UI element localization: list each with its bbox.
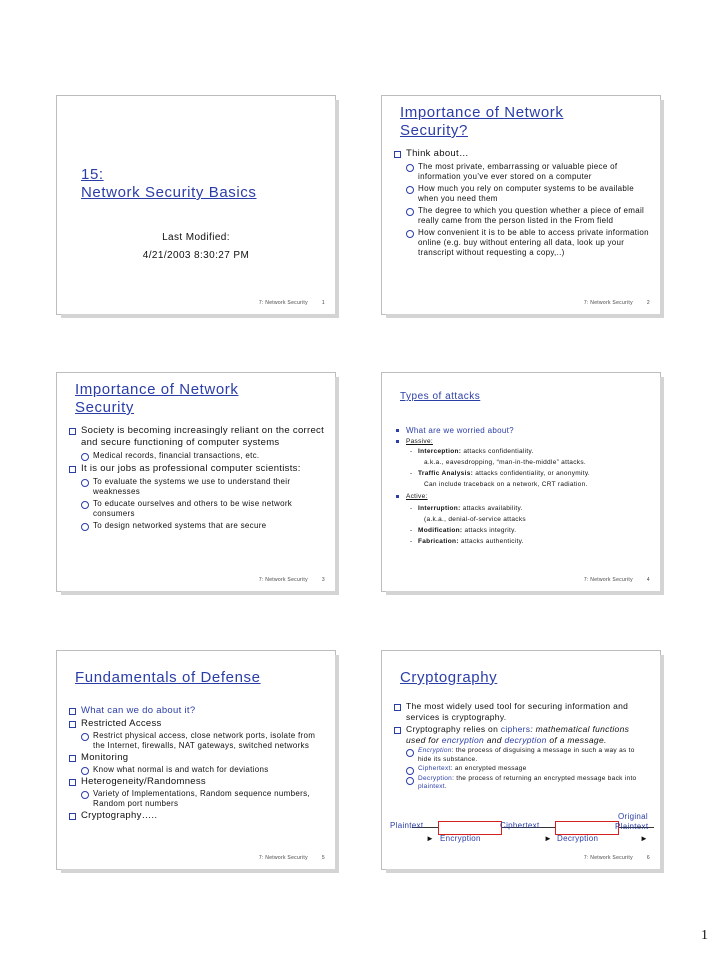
slide-4-title: Types of attacks (400, 391, 481, 402)
footer-text: 7: Network Security (258, 300, 308, 306)
page-number: 1 (701, 928, 708, 943)
relies-c: of a message. (549, 735, 607, 745)
sub-bullet: Decryption: the process of returning an encrypted message back into plaintext. (394, 775, 650, 792)
encryption-label: Encryption (418, 747, 452, 754)
modification-text: attacks integrity. (464, 527, 517, 534)
sub-bullet: To design networked systems that are secure (69, 521, 325, 531)
output-arrow-icon: ► (640, 834, 648, 843)
footer-text: 7: Network Security (583, 855, 633, 861)
interruption-text: attacks availability. (462, 505, 523, 512)
ciphertext-label: Ciphertext (418, 765, 451, 772)
encryption-box (438, 821, 502, 835)
active-label: Active: (406, 493, 428, 500)
sub-bullet: Restrict physical access, close network ports, isolate from the Internet, firewalls, NAT gateways, switched networks (69, 731, 325, 751)
sub-bullet (396, 526, 650, 535)
diagram-decryption-label: Decryption (557, 834, 599, 843)
relies-a: Cryptography relies on (406, 724, 499, 734)
encryption-def: : the process of disguising a message in such a way as to hide its substance. (418, 747, 635, 763)
slide-3-title-line2: Security (75, 399, 134, 416)
slide-1-footer (259, 300, 325, 306)
passive-label: Passive: (406, 438, 433, 445)
decryption-def: : the process of returning an encrypted message back into (452, 774, 637, 782)
footer-text: 7: Network Security (258, 577, 308, 583)
sub-bullet (396, 469, 650, 478)
slide-5 (57, 651, 335, 869)
slide-number: 3 (321, 577, 325, 583)
bullet: What are we worried about? (396, 425, 650, 436)
slide-2-title-line1: Importance of Network (400, 104, 564, 121)
slide-6 (382, 651, 660, 869)
sub-bullet (394, 747, 650, 764)
slide-2 (382, 96, 660, 314)
sub-bullet (394, 765, 650, 774)
bullet (396, 436, 650, 447)
footer-text: 7: Network Security (258, 855, 308, 861)
slide-6-body (394, 701, 650, 792)
diagram-ciphertext-label: Ciphertext (500, 821, 540, 830)
slide-number: 4 (646, 577, 650, 583)
sub-bullet: The most private, embarrassing or valuable piece of information you’ve ever stored on a computer (394, 162, 650, 182)
decryption-label: Decryption (418, 774, 453, 782)
modification-label: Modification: (418, 527, 463, 534)
sub-bullet (396, 447, 650, 456)
bullet: Restricted Access (69, 718, 325, 730)
diagram-plaintext-label: Plaintext (390, 821, 424, 830)
decryption-arrow-icon: ► (544, 834, 552, 843)
sub-bullet: The degree to which you question whether a piece of email really came from the person listed in the From field (394, 206, 650, 226)
slide-2-title (400, 104, 650, 140)
slide-1-modified-date: 4/21/2003 8:30:27 PM (142, 250, 250, 261)
sub-bullet: Medical records, financial transactions, etc. (69, 451, 325, 461)
footer-text: 7: Network Security (583, 300, 633, 306)
interception-label: Interception: (418, 448, 462, 455)
footer-text: 7: Network Security (583, 577, 633, 583)
bullet: Cryptography….. (69, 810, 325, 822)
slide-1 (57, 96, 335, 314)
bullet: It is our jobs as professional computer scientists: (69, 463, 325, 475)
slide-5-title: Fundamentals of Defense (75, 669, 261, 686)
plaintext-term: plaintext (418, 783, 445, 790)
encryption-term: encryption (441, 735, 485, 745)
sub-bullet: Know what normal is and watch for deviations (69, 765, 325, 775)
bullet: What can we do about it? (69, 705, 325, 717)
slide-3 (57, 373, 335, 591)
slide-3-title-line1: Importance of Network (75, 381, 239, 398)
sub-bullet: How convenient it is to be able to access private information online (e.g. buy without entering all data, look up your transcript without requesting a copy,..) (394, 228, 650, 258)
crypto-diagram (382, 811, 660, 851)
note: a.k.a., eavesdropping, “man-in-the-middle” attacks. (424, 459, 586, 466)
slide-4 (382, 373, 660, 591)
encryption-arrow-icon: ► (426, 834, 434, 843)
slide-6-footer (584, 855, 650, 861)
traffic-label: Traffic Analysis: (418, 470, 474, 477)
fabrication-text: attacks authenticity. (460, 538, 524, 545)
slide-2-body (394, 148, 650, 258)
bullet: Think about… (394, 148, 650, 160)
fabrication-label: Fabrication: (418, 538, 459, 545)
slide-1-title-line1: 15: (81, 166, 104, 183)
slide-3-body (69, 425, 325, 531)
bullet: The most widely used tool for securing information and services is cryptography. (394, 701, 650, 723)
decryption-term: decryption (504, 735, 547, 745)
sub-bullet: Variety of Implementations, Random sequence numbers, Random port numbers (69, 789, 325, 809)
interruption-label: Interruption: (418, 505, 461, 512)
bullet (394, 724, 650, 746)
bullet (396, 491, 650, 502)
sub-bullet: How much you rely on computer systems to be available when you need them (394, 184, 650, 204)
ciphers-term: ciphers (500, 724, 531, 734)
note: (a.k.a., denial-of-service attacks (424, 516, 526, 523)
slide-number: 1 (321, 300, 325, 306)
bullet: Monitoring (69, 752, 325, 764)
slide-4-body (396, 425, 650, 546)
slide-5-footer (259, 855, 325, 861)
ciphertext-def: : an encrypted message (450, 765, 527, 772)
slide-3-title (75, 381, 325, 417)
slide-5-body (69, 705, 325, 822)
note: Can include traceback on a network, CRT radiation. (424, 481, 588, 488)
decryption-box (555, 821, 619, 835)
slide-3-footer (259, 577, 325, 583)
diagram-encryption-label: Encryption (440, 834, 481, 843)
slide-4-footer (584, 577, 650, 583)
slide-number: 5 (321, 855, 325, 861)
sub-bullet (396, 537, 650, 546)
slide-2-title-line2: Security? (400, 122, 468, 139)
diagram-original-plaintext-label: Plaintext (615, 822, 649, 831)
sub-bullet (396, 504, 650, 513)
sub-bullet: To educate ourselves and others to be wise network consumers (69, 499, 325, 519)
sub-bullet: To evaluate the systems we use to understand their weaknesses (69, 477, 325, 497)
and-word: and (486, 735, 502, 745)
bullet: Heterogeneity/Randomness (69, 776, 325, 788)
slide-2-footer (584, 300, 650, 306)
bullet: Society is becoming increasingly reliant on the correct and secure functioning of computer systems (69, 425, 325, 449)
relies-b: : mathematical functions used for (406, 724, 630, 745)
slide-number: 2 (646, 300, 650, 306)
diagram-original-label: Original (618, 812, 648, 821)
slide-number: 6 (646, 855, 650, 861)
slide-1-title-line2: Network Security Basics (81, 184, 257, 201)
slide-1-modified-label: Last Modified: (162, 232, 230, 243)
traffic-text: attacks confidentiality, or anonymity. (475, 470, 591, 477)
slide-6-title: Cryptography (400, 669, 498, 686)
interception-text: attacks confidentiality. (463, 448, 534, 455)
